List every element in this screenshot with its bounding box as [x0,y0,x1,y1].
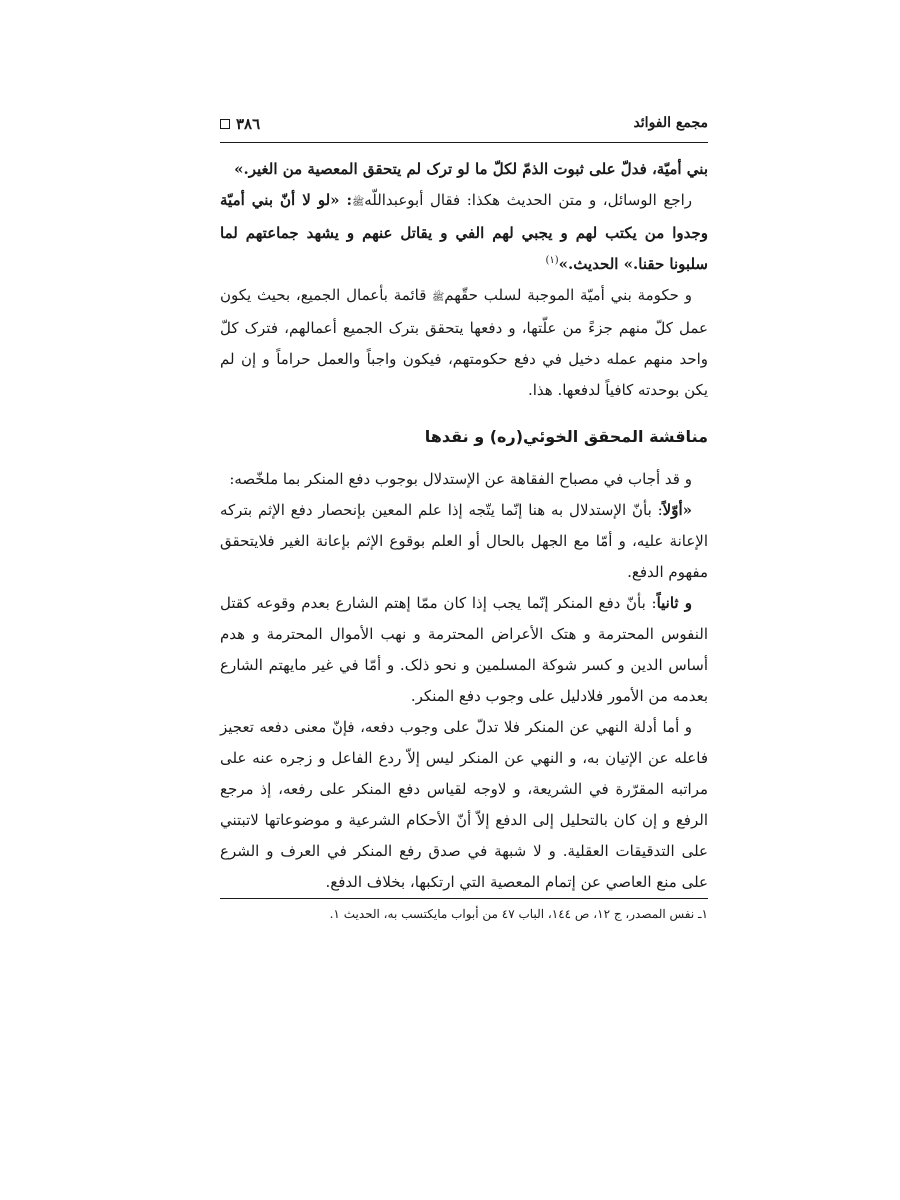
page-number [220,115,260,133]
paragraph-5-text: : بأنّ الإستدلال به هنا إنّما يتّجه إذا علم المعين بإنحصار دفع الإثم بتركه الإعانة عليه، و أمّا مع الجهل بالحال أو العلم بوقوع الإثم بإعانة الغير فلايتحقق مفهوم الدفع. [220,501,708,581]
paragraph-3-lead: و حكومة بني أميّة الموجبة لسلب حقّهم [444,286,692,304]
book-title: مجمع الفوائد [633,115,708,131]
header-divider [220,142,708,143]
honorific-mark: ﷺ [352,197,365,208]
paragraph-6-label: و ثانياً [656,594,693,612]
honorific-mark: ﷺ [432,292,445,303]
footnote-reference: (١) [545,255,559,266]
paragraph-1: بني أميّة، فدلّ على ثبوت الذمّ لكلّ ما لو ترک لم يتحقق المعصية من الغير.» [234,160,708,178]
paragraph-6 [220,588,708,712]
paragraph-4: و قد أجاب في مصباح الفقاهة عن الإستدلال بوجوب دفع المنكر بما ملخّصه: [229,470,692,488]
paragraph-2-lead: راجع الوسائل، و متن الحديث هكذا: فقال أبوعبداللّه [364,191,692,209]
paragraph-2 [220,185,708,280]
paragraph-5 [220,495,708,588]
footnote: ١ـ نفس المصدر، ج ١٢، ص ١٤٤، الباب ٤٧ من أبواب مايكتسب به، الحديث ١. [329,907,708,921]
paragraph-6-text: : بأنّ دفع المنكر إنّما يجب إذا كان ممّا إهتم الشارع بعدم وقوعه كقتل النفوس المحترمة و هتک الأعراض المحترمة و نهب الأموال المحترمة و هدم أساس الدين و كسر شوكة المسلمين و نحو ذلک. و أمّا في غير مايهتم الشارع بعدمه من الأمور فلادليل على وجوب دفع المنكر. [220,594,708,705]
running-header [220,113,708,139]
footnote-divider [220,898,708,899]
page-number-text: ٣٨٦ [236,115,261,133]
paragraph-7: و أما أدلة النهي عن المنكر فلا تدلّ على وجوب دفعه، فإنّ معنى دفعه تعجيز فاعله عن الإتيان به، و النهي عن المنكر ليس إلاّ ردع الفاعل و زجره عنه على مراتبه المقرّرة في الشريعة، و لاوجه لقياس دفع المنكر على رفعه، إذ مرجع الرفع و إن كان بالتحليل إلى الدفع إلاّ أنّ الأحكام الشرعية و موضوعاتها لاتبتني على التدقيقات العقلية. و لا شبهة في صدق رفع المنكر في العرف و الشرع على منع العاصي عن إتمام المعصية التي ارتكبها، بخلاف الدفع. [220,718,708,891]
paragraph-3 [220,280,708,406]
main-text [220,154,708,898]
paragraph-5-label: «أوّلاً [662,501,692,519]
square-icon [220,119,230,129]
paragraph-3-rest: قائمة بأعمال الجميع، بحيث يكون عمل كلّ منهم جزءً من علّتها، و دفعها يتحقق بترک الجميع أعمالهم، فترک كلّ واحد منهم عمله دخيل في دفع حكومتهم، فيكون واجباً والعمل حراماً و إن لم يكن بوحدته كافياً لدفعها. هذا. [220,286,708,399]
paragraph-2-quote: : «لو لا أنّ بني أميّة وجدوا من يكتب لهم و يجبي لهم الفي و يقاتل عنهم و يشهد جماعتهم لما سلبونا حقنا.» الحديث.» [220,191,708,273]
section-heading: مناقشة المحقق الخوئي(ره) و نقدها [424,427,708,446]
